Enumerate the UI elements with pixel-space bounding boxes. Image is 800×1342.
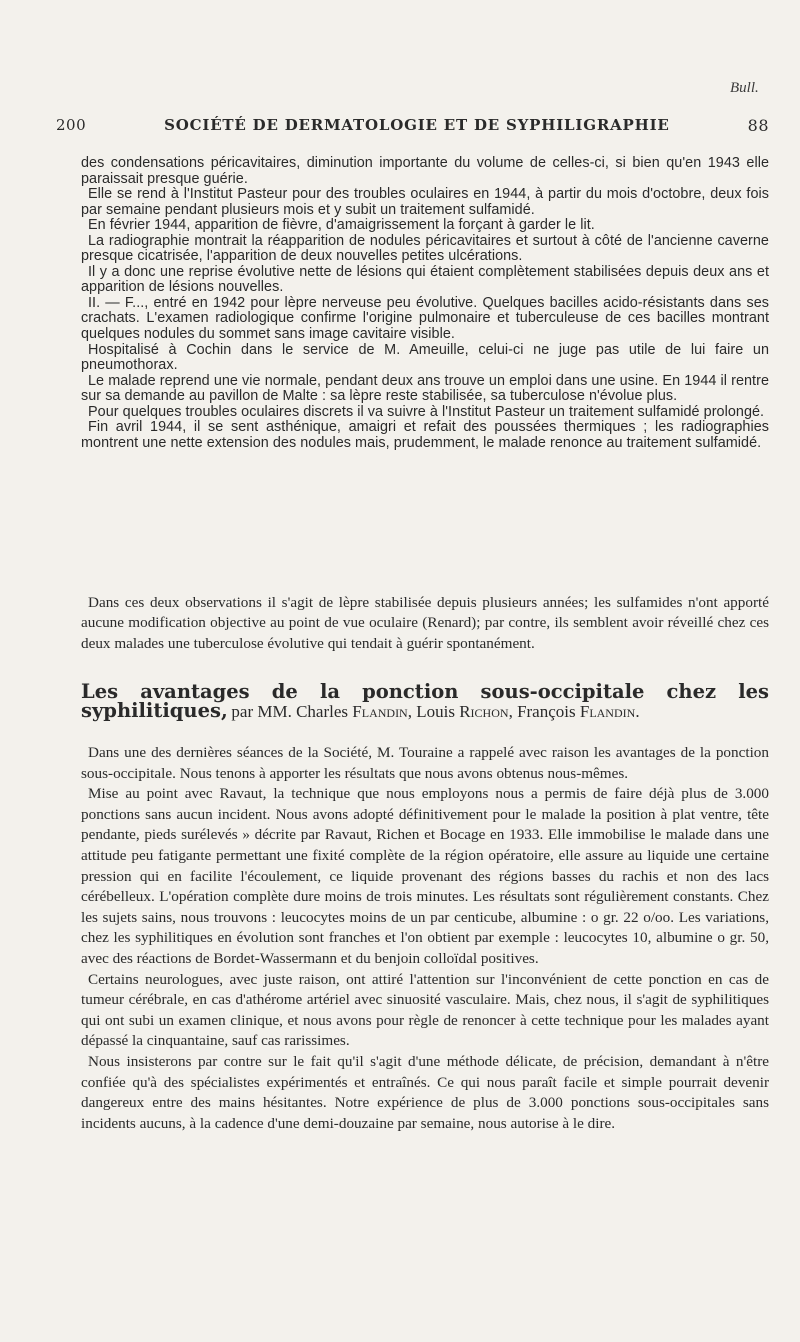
author-name: Richon — [459, 701, 509, 721]
article-title-line — [81, 680, 769, 722]
observation-paragraph: Le malade reprend une vie normale, pendant deux ans trouve un emploi dans une usine. En 1944 il rentre sur sa demande au pavillon de Malte : sa lèpre reste stabilisée, sa tuberculose n'évolue plus. — [81, 372, 769, 405]
page-number: 200 — [56, 116, 87, 134]
bulletin-label: Bull. — [730, 80, 759, 96]
article-title: Les avantages de la ponction sous-occipitale chez les syphilitiques, — [81, 680, 769, 722]
observation-paragraph: Il y a donc une reprise évolutive nette de lésions qui étaient complètement stabilisées depuis deux ans et apparition de lésions nouvelles. — [81, 263, 769, 296]
article-paragraph: Nous insisterons par contre sur le fait qu'il s'agit d'une méthode délicate, de précision, demandant à n'être confiée qu'à des spécialistes expérimentés et entraînés. Ce qui nous paraît facile et simple pourrait devenir dangereux entre des mains hésitantes. Notre expérience de plus de 3.000 ponctions sous-occipitales sans incidents aucuns, à la cadence d'une demi-douzaine par semaine, nous autorise à le dire. — [81, 1052, 769, 1132]
observation-paragraph: Elle se rend à l'Institut Pasteur pour des troubles oculaires en 1944, à partir du mois d'octobre, deux fois par semaine pendant plusieurs mois et y subit un traitement sulfamidé. — [81, 186, 769, 218]
article-body — [81, 743, 769, 1134]
observation-paragraph: Pour quelques troubles oculaires discrets il va suivre à l'Institut Pasteur un traitement sulfamidé prolongé. — [88, 403, 765, 420]
article-paragraph: Certains neurologues, avec juste raison, ont attiré l'attention sur l'inconvénient de cette ponction en cas de tumeur cérébrale, en cas d'athérome artériel avec sinuosité vasculaire. Mais, chez nous, il s'agit de syphilitiques qui ont subi un examen clinique, et nous avons pour règle de renoncer à cette technique pour les malades ayant dépassé la cinquantaine, sauf cas rarissimes. — [81, 970, 769, 1050]
article-paragraph: Dans une des dernières séances de la Société, M. Touraine a rappelé avec raison les avantages de la ponction sous-occipitale. Nous tenons à apporter les résultats que nous avons obtenus nous-mêmes. — [81, 744, 769, 782]
author-name: Flandin — [352, 701, 408, 721]
article-paragraph: Mise au point avec Ravaut, la technique que nous employons nous a permis de faire déjà plus de 3.000 ponctions sans aucun incident. Nous avons adopté définitivement pour le malade la position à plat ventre, tête pendante, pieds surélevés » décrite par Ravaut, Richen et Bocage en 1933. Elle immobilise le malade dans une attitude peu fatigante permettant une fixité complète de la région opératoire, elle assure au liquide une certaine pression qui en facilite l'écoulement, ce liquide provenant des régions basses du rachis et non des lacs cérébelleux. L'opération complète dure moins de trois minutes. Les résultats sont régulièrement constants. Chez les sujets sains, nous trouvons : leucocytes moins de un par centicube, albumine : o gr. 22 o/oo. Les variations, chez les syphilitiques en évolution sont franches et l'on obtient par exemple : leucocytes 10, albumine o gr. 50, avec des réactions de Bordet-Wassermann et du benjoin colloïdal positives. — [81, 785, 769, 967]
article-byline: par MM. Charles Flandin, Louis Richon, François Flandin. — [231, 701, 640, 721]
author-name: Flandin — [579, 701, 636, 721]
author-firstname: François — [517, 701, 576, 721]
observation-paragraph: En février 1944, apparition de fièvre, d'amaigrissement la forçant à garder le lit. — [88, 217, 595, 234]
article-heading — [81, 680, 769, 722]
observation-paragraph: Hospitalisé à Cochin dans le service de M. Ameuille, celui-ci ne juge pas utile de lui faire un pneumothorax. — [81, 341, 769, 374]
author-firstname: Louis — [416, 701, 455, 721]
observation-paragraph: La radiographie montrait la réapparition de nodules péricavitaires et surtout à côté de l'ancienne caverne presque cicatrisée, l'apparition de deux nouvelles petites ulcérations. — [81, 232, 769, 265]
summary-section — [81, 593, 769, 654]
summary-paragraph: Dans ces deux observations il s'agit de lèpre stabilisée depuis plusieurs années; les sulfamides n'ont apporté aucune modification objective au point de vue oculaire (Renard); par contre, ils semblent avoir réveillé chez ces deux malades une tuberculose évolutive qui tendait à guérir spontanément. — [81, 594, 769, 652]
byline-prefix: par MM. Charles — [231, 701, 349, 721]
running-header — [56, 110, 769, 140]
issue-number: 88 — [747, 115, 769, 135]
observation-paragraph: II. — F..., entré en 1942 pour lèpre nerveuse peu évolutive. Quelques bacilles acido-résistants dans ses crachats. L'examen radiologique confirme l'origine pulmonaire et tuberculeuse de ces bacilles montrant quelques nodules du sommet sans image cavitaire visible. — [81, 294, 769, 343]
journal-title: SOCIÉTÉ DE DERMATOLOGIE ET DE SYPHILIGRAPHIE — [164, 116, 670, 134]
observation-paragraph: des condensations péricavitaires, diminution importante du volume de celles-ci, si bien qu'en 1943 elle paraissait presque guérie. — [81, 155, 769, 187]
case-observations — [81, 156, 769, 451]
observation-paragraph: Fin avril 1944, il se sent asthénique, amaigri et refait des poussées thermiques ; les radiographies montrent une nette extension des nodules mais, prudemment, le malade renonce au traitement sulfamidé. — [81, 419, 769, 451]
